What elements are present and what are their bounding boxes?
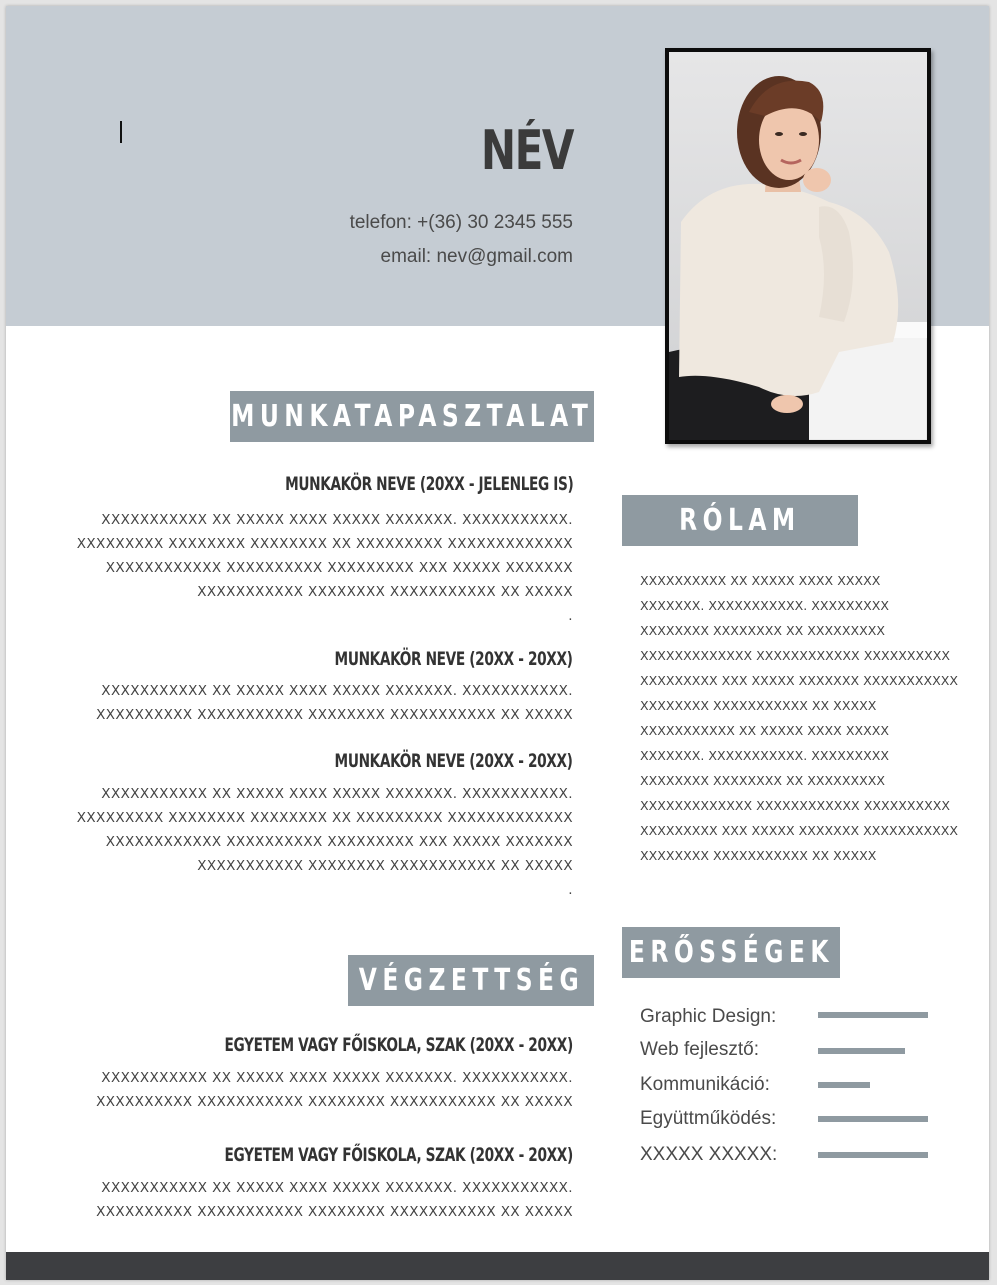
job-description[interactable]: XXXXXXXXXXX XX XXXXX XXXX XXXXX XXXXXXX. XXXXXXXXXXX. XXXXXXXXX XXXXXXXX XXXXXXXX XX XXXXXXXXX XXXXXXXXXXXXX XXXXXXXXXXXX XXXXXXXXXX XXXXXXXXX XXX XXXXX XXXXXXX XXXXXXXXXXX XXXXXXXX XXXXXXXXXXX XX XXXXX . [76,786,573,898]
resume-page [6,6,989,1280]
skill-label[interactable]: Web fejlesztő: [640,1039,759,1060]
name-heading[interactable]: NÉV [481,119,573,182]
skill-label[interactable]: Kommunikáció: [640,1074,770,1095]
email-text[interactable]: email: nev@gmail.com [380,246,573,267]
profile-photo[interactable] [665,48,931,444]
skill-bar-fill [818,1116,928,1122]
skill-bar [818,1152,928,1158]
job-title[interactable]: MUNKAKÖR NEVE (20XX - JELENLEG IS) [284,473,573,495]
portrait-image [669,52,927,440]
job-description[interactable]: XXXXXXXXXXX XX XXXXX XXXX XXXXX XXXXXXX. XXXXXXXXXXX. XXXXXXXXX XXXXXXXX XXXXXXXX XX XXXXXXXXX XXXXXXXXXXXXX XXXXXXXXXXXX XXXXXXXXXX XXXXXXXXX XXX XXXXX XXXXXXX XXXXXXXXXXX XXXXXXXX XXXXXXXXXXX XX XXXXX . [76,512,573,624]
work-experience-heading[interactable]: MUNKATAPASZTALAT [230,391,594,442]
education-description[interactable]: XXXXXXXXXXX XX XXXXX XXXX XXXXX XXXXXXX. XXXXXXXXXXX. XXXXXXXXXX XXXXXXXXXXX XXXXXXXX XXXXXXXXXXX XX XXXXX [96,1180,573,1220]
skill-bar [818,1116,928,1122]
skill-label[interactable]: Graphic Design: [640,1006,777,1027]
footer-bar [6,1252,989,1280]
education-description[interactable]: XXXXXXXXXXX XX XXXXX XXXX XXXXX XXXXXXX. XXXXXXXXXXX. XXXXXXXXXX XXXXXXXXXXX XXXXXXXX XXXXXXXXXXX XX XXXXX [96,1070,573,1110]
strengths-heading[interactable]: ERŐSSÉGEK [622,927,840,978]
skill-bar [818,1012,928,1018]
skill-bar-fill [818,1082,870,1088]
education-heading[interactable]: VÉGZETTSÉG [348,955,594,1006]
skill-label[interactable]: Együttműködés: [640,1108,777,1129]
about-text[interactable]: XXXXXXXXXX XX XXXXX XXXX XXXXX XXXXXXX. XXXXXXXXXXX. XXXXXXXXX XXXXXXXX XXXXXXXX XX XXXXXXXXX XXXXXXXXXXXXX XXXXXXXXXXXX XXXXXXXXXX XXXXXXXXX XXX XXXXX XXXXXXX XXXXXXXXXXX XXXXXXXX XXXXXXXXXXX XX XXXXX XXXXXXXXXXX XX XXXXX XXXX XXXXX XXXXXXX. XXXXXXXXXXX. XXXXXXXXX XXXXXXXX XXXXXXXX XX XXXXXXXXX XXXXXXXXXXXXX XXXXXXXXXXXX XXXXXXXXXX XXXXXXXXX XXX XXXXX XXXXXXX XXXXXXXXXXX XXXXXXXX XXXXXXXXXXX XX XXXXX [640,573,958,863]
education-title[interactable]: EGYETEM VAGY FŐISKOLA, SZAK (20XX - 20XX) [224,1034,573,1056]
text-cursor [120,121,122,143]
skill-bar-fill [818,1048,905,1054]
skill-bar [818,1048,928,1054]
skill-bar-fill [818,1012,928,1018]
job-title[interactable]: MUNKAKÖR NEVE (20XX - 20XX) [334,648,573,670]
skill-label[interactable]: XXXXX XXXXX: [640,1144,778,1165]
education-title[interactable]: EGYETEM VAGY FŐISKOLA, SZAK (20XX - 20XX) [224,1144,573,1166]
about-heading[interactable]: RÓLAM [622,495,858,546]
job-title[interactable]: MUNKAKÖR NEVE (20XX - 20XX) [334,750,573,772]
skill-bar-fill [818,1152,928,1158]
skill-bar [818,1082,928,1088]
job-description[interactable]: XXXXXXXXXXX XX XXXXX XXXX XXXXX XXXXXXX. XXXXXXXXXXX. XXXXXXXXXX XXXXXXXXXXX XXXXXXXX XXXXXXXXXXX XX XXXXX [96,683,573,723]
phone-text[interactable]: telefon: +(36) 30 2345 555 [349,212,573,233]
